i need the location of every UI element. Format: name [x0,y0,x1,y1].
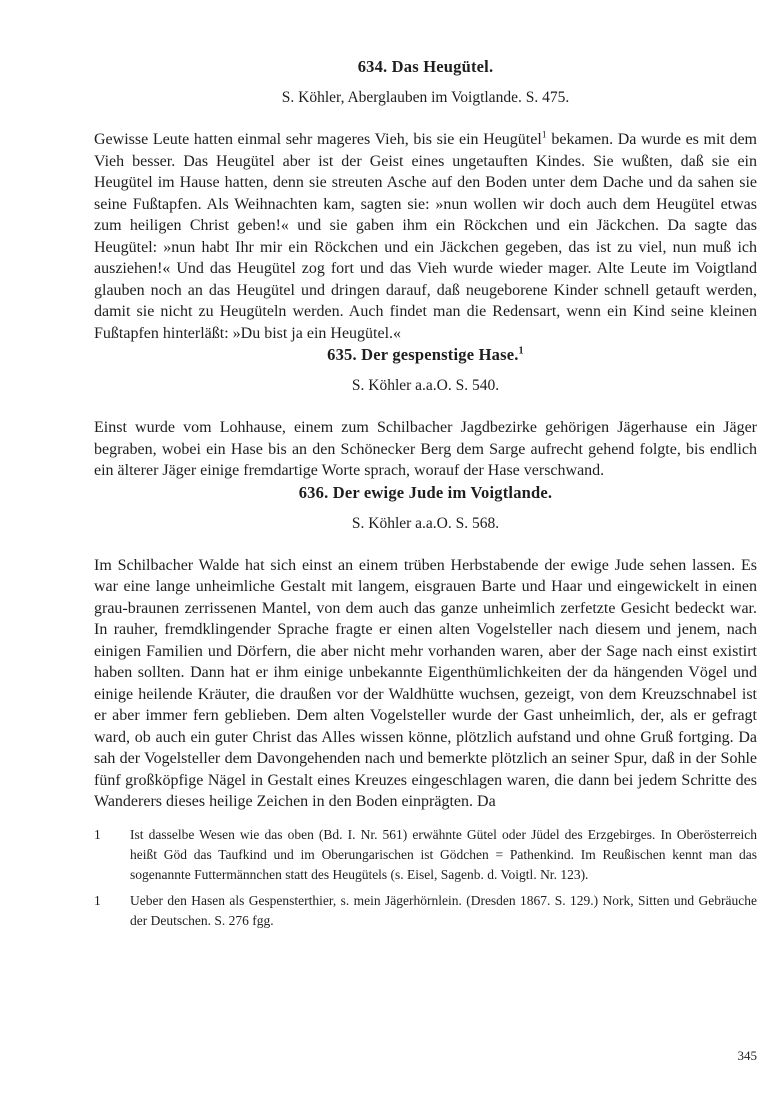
text-block [94,56,757,931]
source-citation-636: S. Köhler a.a.O. S. 568. [351,514,500,532]
story-title-text: 636. Der ewige Jude im Voigtlande. [298,482,553,502]
story-title-634 [94,56,757,77]
story-section-635 [94,344,757,482]
footnote-text: Ueber den Hasen als Gespensterthier, s. mein Jägerhörnlein. (Dresden 1867. S. 129.) Nork, Sitten und Gebräuche der Deutschen. S. 276 fgg. [130,892,757,928]
source-citation-635: S. Köhler a.a.O. S. 540. [351,377,500,394]
footnote-ref: 1 [541,129,547,141]
story-section-634 [94,56,757,344]
story-title-text: 634. Das Heugütel. [357,57,494,76]
source-citation-634: S. Köhler, Aberglauben im Voigtlande. S. 475. [281,89,570,106]
footnote-item-1 [94,825,757,885]
footnotes-block [94,825,757,931]
paragraph-text: Einst wurde vom Lohhause, einem zum Schilbacher Jagdbezirke gehörigen Jägerhause ein Jäger begraben, wobei ein Hase bis an den Schönecker Berg dem Sarge aufrecht gehend folgte, bis endlich ein älterer Jäger einige fremdartige Worte sprach, worauf der Hase verschwand. [94,419,757,479]
page-number: 345 [737,1048,757,1063]
story-paragraph-635 [94,417,757,482]
paragraph-text: bekamen. Da wurde es mit dem Vieh besser. Das Heugütel aber ist der Geist eines ungetauften Kindes. Sie wußten, daß sie ein Heugütel im Hause hatten, denn sie streuten Asche auf den Boden unter dem Dache und da sahen sie seine Fußtapfen. Als Weihnachten kam, sagten sie: »nun wollen wir doch auch dem Heugütel etwas zum heiligen Christ geben!« und sie gaben ihm ein Röckchen und ein Jäckchen. Da sagte das Heugütel: »nun habt Ihr mir ein Röckchen und ein Jäckchen gegeben, das ist zu viel, nun muß ich ausziehen!« Und das Heugütel zog fort und das Vieh wurde wieder mager. Alte Leute im Voigtland glauben noch an das Heugütel und dringen darauf, daß neugeborene Kinder schnell getauft werden, damit sie nicht zu Heugüteln werden. Auch findet man die Redensart, wenn ein Kind seine kleinen Fußtapfen hinterläßt: »Du bist ja ein Heugütel.« [94,131,757,342]
footnote-text: Ist dasselbe Wesen wie das oben (Bd. I. Nr. 561) erwähnte Gütel oder Jüdel des Erzgebirges. In Oberösterreich heißt Göd das Taufkind und im Oberungarischen ist Gödchen = Pathenkind. Im Reußischen kennt man das sogenannte Futtermännchen statt des Heugütels (s. Eisel, Sagenb. d. Voigtl. Nr. 123). [130,826,757,882]
story-paragraph-634 [94,129,757,344]
footnote-ref: 1 [518,345,524,357]
story-section-636 [94,482,757,813]
paragraph-text: Im Schilbacher Walde hat sich einst an einem trüben Herbstabende der ewige Jude sehen lassen. Es war eine lange unheimliche Gestalt mit langem, eisgrauen Barte und Haar und eingewickelt in einen grau-braunen zerrissenen Mantel, von dem auch das ganze unheimlich zerfetzte Gesicht bedeckt war. In rauher, fremdklingender Sprache fragte er einen alten Vogelsteller nach diesem und jenem, nach einigen Familien und Dörfern, die aber nicht mehr vorhanden waren, aber der Sage nach einst existirt haben sollten. Dann hat er ihm einige unbekannte Eigenthümlichkeiten der da hängenden Vögel und einige heilende Kräuter, die draußen vor der Waldhütte wuchsen, gezeigt, von dem Kreuzschnabel ist er aber immer fern geblieben. Dem alten Vogelsteller wurde der Gast unheimlich, der, als er gefragt ward, ob auch ein guter Christ das Alles wissen könne, plötzlich aufstand und ohne Gruß fortging. Da sah der Vogelsteller dem Davongehenden nach und bemerkte plötzlich an seiner Spur, daß in der Sohle fünf großköpfige Nägel in Gestalt eines Kreuzes eingeschlagen waren, die dann bei jedem Schritte des Wanderers dieses heilige Zeichen in den Boden einprägten. Da [94,556,757,810]
story-paragraph-636 [94,555,757,813]
story-title-635 [94,344,757,365]
story-title-text: 635. Der gespenstige Hase. [327,345,519,364]
footnote-item-2 [94,891,757,931]
story-title-636 [94,482,757,503]
paragraph-text: Gewisse Leute hatten einmal sehr mageres Vieh, bis sie ein Heugütel [94,131,542,148]
footnote-marker: 1 [94,826,101,842]
footnote-marker: 1 [94,892,101,908]
